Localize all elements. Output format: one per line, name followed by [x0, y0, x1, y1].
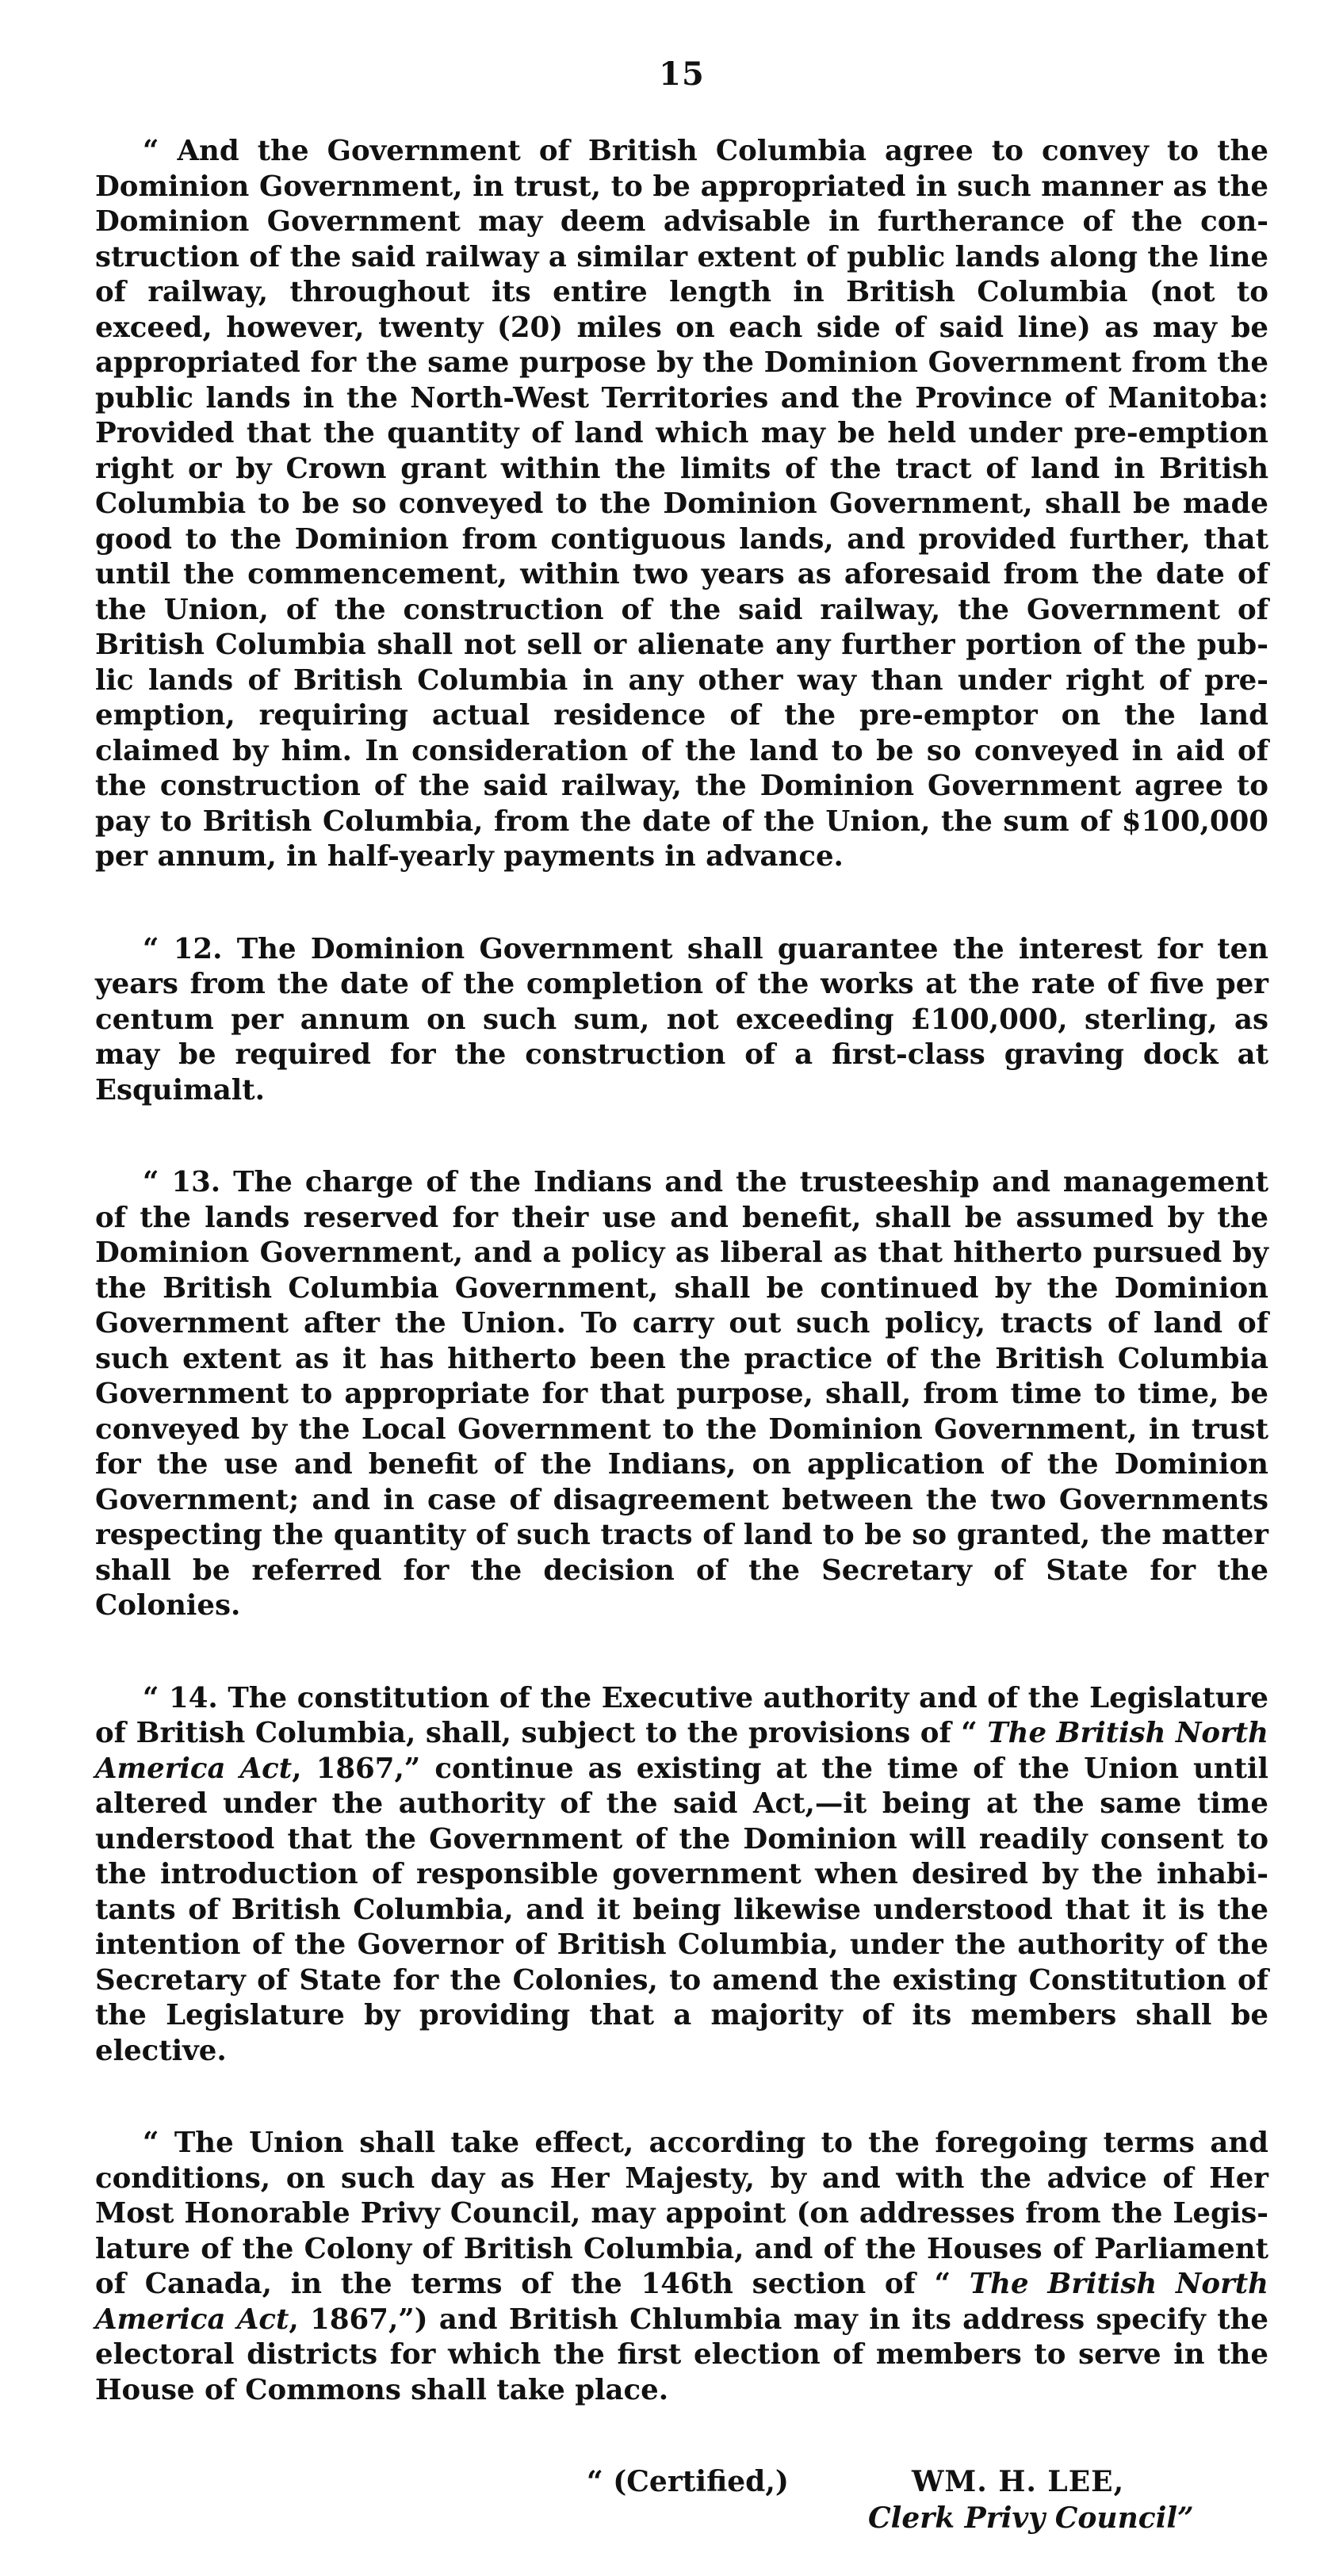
signer-title: Clerk Privy Council”: [868, 2501, 1194, 2535]
italic-text: The British North America Act: [95, 1717, 1268, 1785]
paragraph-text: , 1867,”) and British Chlumbia may in its address specify the electoral districts for which the first election of members to serve in the House of Commons shall take place.: [95, 2303, 1268, 2406]
signature-block: [95, 2465, 1268, 2576]
signer-name: WM. H. LEE,: [912, 2465, 1125, 2498]
paragraph: [95, 1165, 1268, 1624]
paragraphs-container: [95, 134, 1268, 2408]
paragraph: [95, 1681, 1268, 2070]
paragraph: [95, 134, 1268, 875]
certified-label: “ (Certified,): [587, 2465, 789, 2498]
paragraph-text: , 1867,” continue as existing at the time of the Union until altered under the authority of the said Act,—it being at the same time understood that the Government of the Dominion will readily consent to the introduction of responsible government when desired by the inhabitants of British Columbia, and it being likewise understood that it is the intention of the Governor of British Columbia, under the authority of the Secretary of State for the Colonies, to amend the existing Constitution of the Legislature by providing that a majority of its members shall be elective.: [95, 1752, 1268, 2067]
paragraph: [95, 2126, 1268, 2408]
paragraph-text: “ The Union shall take effect, according to the foregoing terms and conditions, on such day as Her Majesty, by and with the advice of Her Most Honorable Privy Council, may appoint (on addresses from the Legislature of the Colony of British Columbia, and of the Houses of Parliament of Canada, in the terms of the 146th section of “: [95, 2127, 1268, 2300]
document-page: [95, 55, 1268, 2576]
paragraph-text: “ And the Government of British Columbia agree to convey to the Dominion Government, in trust, to be appropriated in such manner as the Dominion Government may deem advisable in furtherance of the construction of the said railway a similar extent of public lands along the line of railway, throughout its entire length in British Columbia (not to exceed, however, twenty (20) miles on each side of said line) as may be appropriated for the same purpose by the Dominion Government from the public lands in the North-West Territories and the Province of Manitoba: Provided that the quantity of land which may be held under pre-emption right or by Crown grant within the limits of the tract of land in British Columbia to be so conveyed to the Dominion Government, shall be made good to the Dominion from contiguous lands, and provided further, that until the commencement, within two years as aforesaid from the date of the Union, of the construction of the said railway, the Government of British Columbia shall not sell or alienate any further portion of the public lands of British Columbia in any other way than under right of preemption, requiring actual residence of the pre-emptor on the land claimed by him. In consideration of the land to be so conveyed in aid of the construction of the said railway, the Dominion Government agree to pay to British Columbia, from the date of the Union, the sum of $100,000 per annum, in half-yearly payments in advance.: [95, 135, 1268, 873]
italic-text: The British North America Act: [95, 2268, 1268, 2336]
page-number: 15: [659, 55, 705, 93]
paragraph: [95, 932, 1268, 1109]
paragraph-text: “ 12. The Dominion Government shall guarantee the interest for ten years from the date of the completion of the works at the rate of five per centum per annum on such sum, not exceeding £100,000, sterling, as may be required for the construction of a first-class graving dock at Esquimalt.: [95, 932, 1268, 1106]
paragraph-text: “ 14. The constitution of the Executive authority and of the Legislature of British Columbia, shall, subject to the provisions of “: [95, 1681, 1268, 1749]
paragraph-text: “ 13. The charge of the Indians and the trusteeship and management of the lands reserved for their use and benefit, shall be assumed by the Dominion Government, and a policy as liberal as that hitherto pursued by the British Columbia Government, shall be continued by the Dominion Government after the Union. To carry out such policy, tracts of land of such extent as it has hitherto been the practice of the British Columbia Government to appropriate for that purpose, shall, from time to time, be conveyed by the Local Government to the Dominion Government, in trust for the use and benefit of the Indians, on application of the Dominion Government; and in case of disagreement between the two Governments respecting the quantity of such tracts of land to be so granted, the matter shall be referred for the decision of the Secretary of State for the Colonies.: [95, 1166, 1268, 1622]
